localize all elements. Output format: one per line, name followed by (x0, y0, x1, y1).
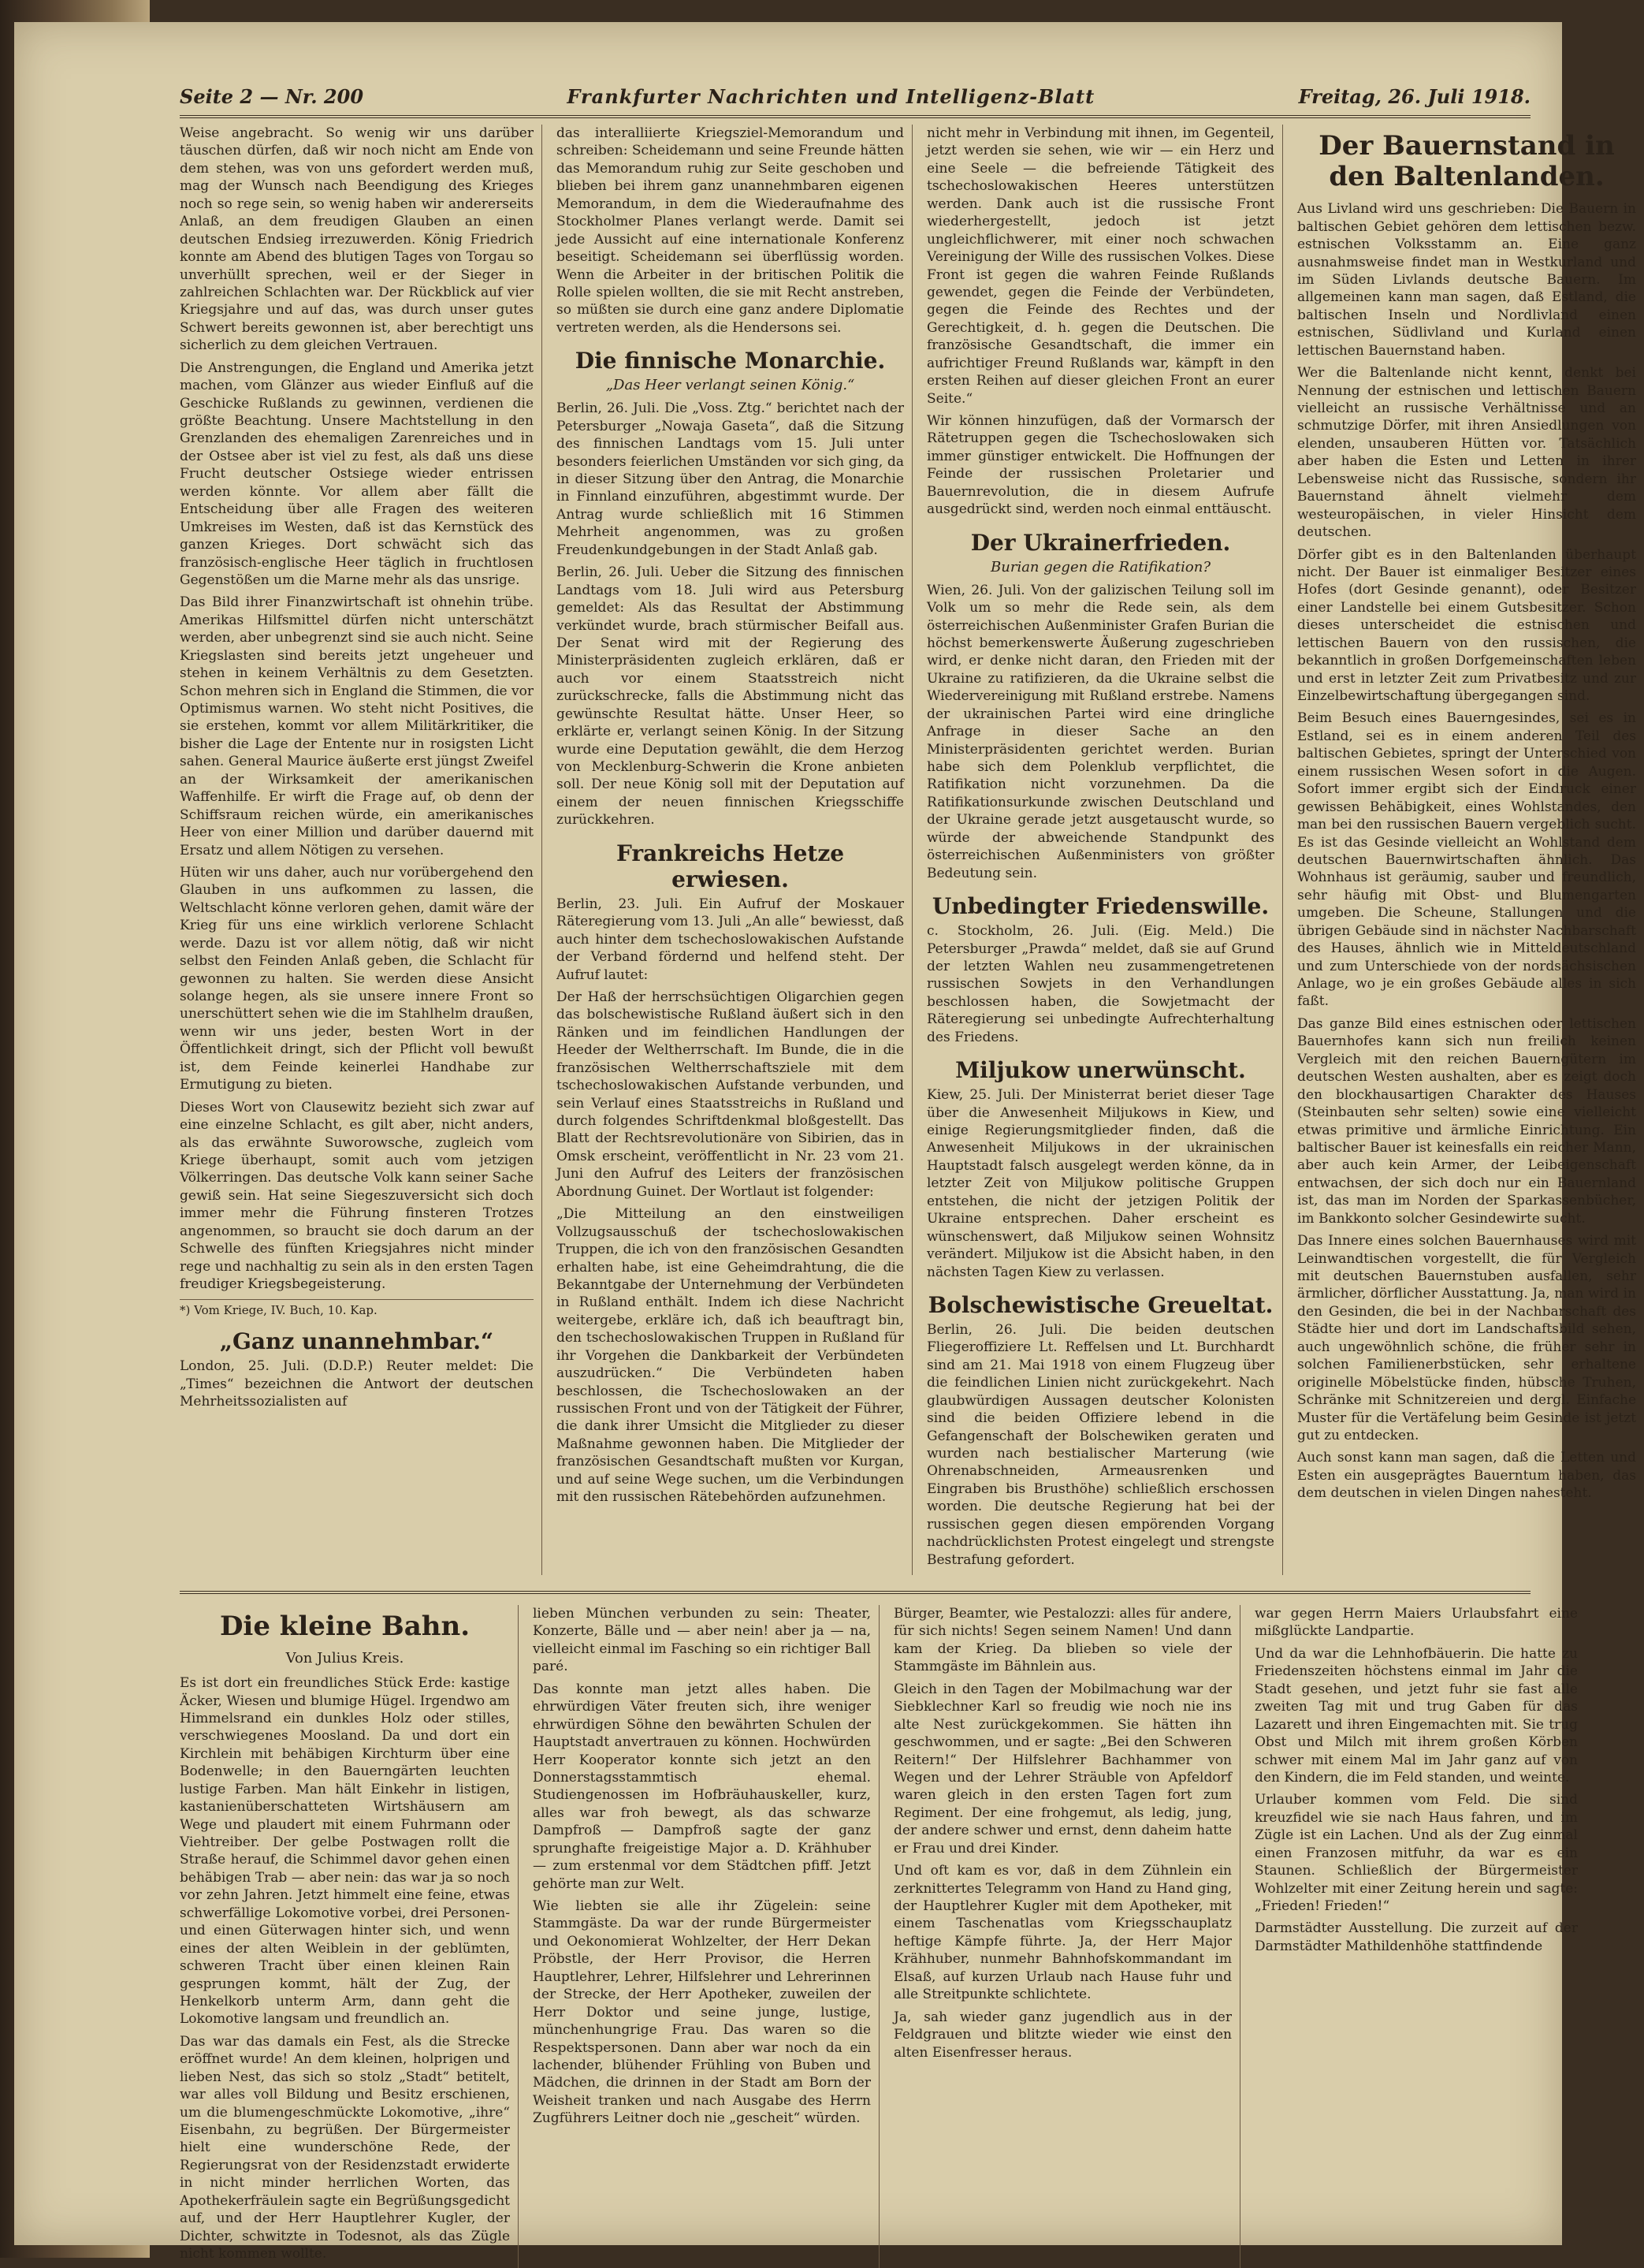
footnote: *) Vom Kriege, IV. Buch, 10. Kap. (180, 1299, 534, 1317)
paragraph: Ja, sah wieder ganz jugendlich aus in der Feldgrauen und blitzte wieder wie einst den alten Eisenfresser heraus. (894, 2009, 1232, 2061)
paragraph: Kiew, 25. Juli. Der Ministerrat beriet dieser Tage über die Anwesenheit Miljukows in Kiew, und einige Regierungsmitglieder finden, daß die Anwesenheit Miljukows in der ukrainischen Hauptstadt falsch ausgelegt werden könne, da in letzter Zeit von Miljukow politische Gruppen entstehen, die nicht der jetzigen Politik der Ukraine entsprechen. Daher erscheint es wünschenswert, daß Miljukow seinen Wohnsitz verändert. Miljukow ist die Absicht haben, in den nächsten Tagen Kiew zu verlassen. (927, 1087, 1274, 1280)
headline-bauernstand: Der Bauernstand in den Baltenlanden. (1319, 130, 1615, 193)
paragraph: Aus Livland wird uns geschrieben: Die Bauern in baltischen Gebiet gehören dem lettischen bezw. estnischen Volksstamm an. Eine ganz ausnahmsweise findet man in Westkurland und im Süden Livlands deutsche Bauern. Im allgemeinen kann man sagen, daß Estland, die baltischen Inseln und Nordlivland einen estnischen, Südlivland und Kurland einen lettischen Bauernstand haben. (1297, 201, 1636, 359)
paragraph: Es ist dort ein freundliches Stück Erde: kastige Äcker, Wiesen und blumige Hügel. Irgendwo am Himmelsrand ein dunkles Holz oder stilles, verschwiegenes Moosland. Da und dort ein Kirchlein mit behäbigen Kirchturm über eine Bodenwelle; in den Bauerngärten leuchten lustige Farben. Man hält Einkehr in listigen, kastanienüberschatteten Wirtshäusern am Wege und plaudert mit einem Fuhrmann oder Viehtreiber. Der gelbe Postwagen rollt die Straße herauf, die Schimmel davor gehen einen behäbigen Trab — aber nein: das war ja so noch vor zehn Jahren. Jetzt himmelt eine feine, etwas schwerfällige Lokomotive vorbei, drei Personen- und einen Güterwagen hinter sich, und wenn eines der alten Weiblein in der geblümten, schweren Tracht über einen kleinen Rain gesprungen kommt, hält der Zug, der Henkelkorb unterm Arm, dann geht die Lokomotive langsam und freundlich an. (180, 1675, 510, 2028)
paragraph: Weise angebracht. So wenig wir uns darüber täuschen dürfen, daß wir noch nicht am Ende von dem stehen, was von uns gefordert werden muß, mag der Wunsch nach Beendigung des Krieges noch so rege sein, so wenig haben wir andererseits Anlaß, an dem freudigen Glauben an einen deutschen Endsieg irrezuwerden. König Friedrich konnte am Abend des blutigen Tages von Torgau so unverhüllt sprechen, weil er der Sieger in zahlreichen Schlachten war. Der Rückblick auf vier Kriegsjahre und auf das, was durch unser gutes Schwert bereits gewonnen ist, aber berechtigt uns sicherlich zu dem gleichen Vertrauen. (180, 125, 534, 354)
paragraph: Dieses Wort von Clausewitz bezieht sich zwar auf eine einzelne Schlacht, es gilt aber, nicht anders, als das erwähnte Suworowsche, zugleich vom Kriege überhaupt, somit auch vom jetzigen Völkerringen. Das deutsche Volk kann seiner Sache gewiß sein. Hat seine Siegeszuversicht sich doch immer mehr die Führung finsteren Trotzes angenommen, so braucht sie doch darum an der Schwelle des fünften Kriegsjahres nicht minder rege und nachhaltig zu sein als in den ersten Tagen freudiger Kriegsbegeisterung. (180, 1099, 534, 1292)
feuilleton-column-1 (180, 1605, 519, 2268)
paragraph: Und da war die Lehnhofbäuerin. Die hatte zu Friedenszeiten höchstens einmal im Jahr die Stadt gesehen, und jetzt fuhr sie fast alle zweiten Tag mit und trug Gaben für das Lazarett und ihren Eingemachten mit. Sie trug Obst und Milch mit ihrem großen Körben schwer mit einem Mal im Jahr ganz auf von den Kindern, die im Feld standen, und weinte. (1255, 1645, 1578, 1786)
column-2 (556, 125, 913, 1575)
headline-kleine-bahn: Die kleine Bahn. (219, 1611, 471, 1642)
feuilleton-column-3 (894, 1605, 1240, 2268)
masthead: Frankfurter Nachrichten und Intelligenz-Blatt (567, 84, 1095, 108)
paragraph: Das konnte man jetzt alles haben. Die ehrwürdigen Väter freuten sich, ihre weniger ehrwürdigen Söhne den bewährten Schulen der Hauptstadt anvertrauen zu können. Hochwürden Herr Kooperator konnte sich jetzt an den Donnerstagsstammtisch ehemal. Studiengenossen im Hofbräuhauskeller, kurz, alles war froh bewegt, als das schwarze Dampfroß — Dampfroß sagte der ganz sprunghafte freigeistige Major a. D. Krähhuber — zum erstenmal vor dem Städtchen pfiff. Jetzt gehörte man zur Welt. (533, 1681, 871, 1892)
feuilleton-column-2 (533, 1605, 880, 2268)
paragraph: Dörfer gibt es in den Baltenlanden überhaupt nicht. Der Bauer ist einmaliger Besitzer eines Hofes (dort Gesinde genannt), oder Besitzer einer Landstelle bei einem Gutsbesitzer. Schon dieses unterscheidet die estnischen und lettischen Bauern von den russischen, die bekanntlich in großen Dorfgemeinschaften leben und erst in letzter Zeit zum Privatbesitz und zur Einzelbewirtschaftung übergegangen sind. (1297, 546, 1636, 704)
issue-date: Freitag, 26. Juli 1918. (1298, 84, 1531, 108)
headline-finnische-monarchie: Die finnische Monarchie. (575, 348, 886, 374)
feuilleton-section (180, 1591, 1578, 2262)
paragraph: Auch sonst kann man sagen, daß die Letten und Esten ein ausgeprägtes Bauerntum haben, das dem deutschen in vielen Dingen nahesteht. (1297, 1450, 1636, 1502)
paragraph: „Die Mitteilung an den einstweiligen Vollzugsausschuß der tschechoslowakischen Truppen, die ich von den französischen Gesandten erhalten habe, ist eine Geheimdrahtung, die die Bekanntgabe der Unternehmung der Verbündeten in Rußland enthält. Indem ich diese Nachricht weitergebe, erkläre ich, daß ich beauftragt bin, den tschechoslowakischen Truppen in Rußland für ihr Vorgehen die Dankbarkeit der Verbündeten auszudrücken.“ Die Verbündeten haben beschlossen, die Tschechoslowaken an der russischen Front und von der Tätigkeit der Führer, die dank ihrer Umsicht die Mitglieder zu dieser Maßnahme gewonnen haben. Die Mitglieder der französischen Gesandtschaft mußten vor Kurgan, und auf seine Wege suchen, um die Verbindungen mit den russischen Rätebehörden aufzunehmen. (556, 1206, 904, 1506)
paragraph: Das ganze Bild eines estnischen oder lettischen Bauernhofes kann sich nun freilich keinen Vergleich mit den reichen Bauerngütern im deutschen Westen aushalten, aber es zeigt doch den blockhausartigen Charakter des Hauses (Steinbauten sehr selten) sowie eine vielleicht etwas primitive und ärmliche Einrichtung. Ein baltischer Bauer ist keinesfalls ein reicher Mann, aber auch kein Armer, der Leibeigenschaft entwachsen, der sich doch nur ein Bauernland ist, das man im Norden der Sparkassenbücher, im Bankkonto solcher Gesindewirte sucht. (1297, 1015, 1636, 1227)
paragraph: Urlauber kommen vom Feld. Die sind kreuzfidel wie sie nach Haus fahren, und im Zügle ist ein Lachen. Und als der Zug einmal einen Franzosen mitfuhr, da war es ein Staunen. Schließlich der Bürgermeister Wohlzelter mit einer Zeitung herein und sagte: „Frieden! Frieden!“ (1255, 1792, 1578, 1914)
feuilleton-column-4 (1255, 1605, 1586, 2268)
paragraph: Berlin, 26. Juli. Ueber die Sitzung des finnischen Landtags vom 18. Juli wird aus Petersburg gemeldet: Als das Resultat der Abstimmung verkündet wurde, brach stürmischer Beifall aus. Der Senat wird mit der Regierung des Ministerpräsidenten zugleich erklären, daß er auch vor einem Staatsstreich nicht zurückschrecke, falls die Abstimmung nicht das gewünschte Resultat hätte. Unser Heer, so erklärte er, verlangt seinen König. In der Sitzung wurde eine Deputation gewählt, die dem Herzog von Mecklenburg-Schwerin die Krone anbieten soll. Der neue König soll mit der Deputation auf einem der neuen finnischen Kriegsschiffe zurückkehren. (556, 564, 904, 829)
subheadline: „Das Heer verlangt seinen König.“ (605, 377, 855, 394)
paragraph: c. Stockholm, 26. Juli. (Eig. Meld.) Die Petersburger „Prawda“ meldet, daß sie auf Grund der letzten Wahlen neu zusammengetretenen russischen Sowjets in den Verhandlungen beschlossen haben, die Sowjetmacht der Räteregierung sei unbedingte Aufrechterhaltung des Friedens. (927, 923, 1274, 1045)
paragraph: Bürger, Beamter, wie Pestalozzi: alles für andere, für sich nichts! Segen seinem Namen! Und dann kam der Krieg. Da blieben so viele der Stammgäste im Bähnlein aus. (894, 1606, 1232, 1675)
paragraph: Beim Besuch eines Bauerngesindes, sei es in Estland, sei es in einem anderen Teil des baltischen Gebietes, springt der Unterschied von einem russischen Wesen sofort in die Augen. Sofort immer ergibt sich der Eindruck einer gewissen Behäbigkeit, eines Wohlstandes, den man bei den russischen Bauern vergeblich sucht. Es ist das Gesinde vielleicht an Wohlstand dem deutschen Bauernwirtschaften ähnlich. Das Wohnhaus ist geräumig, sauber und freundlich, sehr häufig mit Obst- und Blumengarten umgeben. Die Scheune, Stallungen und die übrigen Gebäude sind in nächster Nachbarschaft des Hauses, ähnlich wie in Mitteldeutschland und zum Unterschiede von der nordsächsischen Anlage, wo je ein großes Gebäude alles in sich faßt. (1297, 710, 1636, 1010)
headline-frankreichs-hetze: Frankreichs Hetze erwiesen. (616, 840, 845, 892)
paragraph: London, 25. Juli. (D.D.P.) Reuter meldet: Die „Times“ bezeichnen die Antwort der deutschen Mehrheitssozialisten auf (180, 1358, 534, 1410)
paragraph: nicht mehr in Verbindung mit ihnen, im Gegenteil, jetzt werden sie sehen, wie wir — ein Herz und eine Seele — die befreiende Tätigkeit des tschechoslowakischen Heeres unterstützen werden. Dank auch ist die russische Front wiederhergestellt, jedoch ist jetzt ungleichflichwerer, mit einer noch schwachen Vereinigung der Wille des russischen Volkes. Diese Front ist gegen die wahren Feinde Rußlands gewendet, gegen die Feinde der Verbündeten, gegen die Feinde des Rechtes und der Gerechtigkeit, d. h. gegen die Deutschen. Die französische Gesandtschaft, die immer ein aufrichtiger Freund Rußlands war, kämpft in den ersten Reihen auf dieser gleichen Front an eurer Seite.“ (927, 125, 1274, 407)
headline-ukrainerfrieden: Der Ukrainerfrieden. (970, 529, 1231, 556)
paragraph: Darmstädter Ausstellung. Die zurzeit auf der Darmstädter Mathildenhöhe stattfindende (1255, 1920, 1578, 1954)
paragraph: Gleich in den Tagen der Mobilmachung war der Siebklechner Karl so freudig wie noch nie ins alte Nest zurückgekommen. Sie hätten ihn geschwommen, und er sagte: „Bei den Schweren Reitern!“ Der Hilfslehrer Bachhammer von Wegen und der Lehrer Sträuble von Apfeldorf waren gleich in den ersten Tagen fort zum Regiment. Der eine frohgemut, als ledig, jung, der andere schwer und ernst, denn daheim hatte er Frau und drei Kinder. (894, 1681, 1232, 1856)
headline-ganz-unannehmbar: „Ganz unannehmbar.“ (219, 1328, 494, 1355)
paragraph: Das Bild ihrer Finanzwirtschaft ist ohnehin trübe. Amerikas Hilfsmittel dürfen nicht unterschätzt werden, aber unbegrenzt sind sie auch nicht. Seine Kriegslasten sind bereits jetzt ungeheuer und stehen in keinem Verhältnis zu dem Gesetzten. Schon mehren sich in England die Stimmen, die vor Optimismus warnen. Wo steht nicht Positives, die sie erstehen, kommt vor allem Militärkritiker, die bisher die Lage der Entente nur in rosigsten Licht sahen. General Maurice äußerte erst jüngst Zweifel an der Wirksamkeit der amerikanischen Waffenhilfe. Er wirft die Frage auf, ob denn der Schiffsraum reichen würde, ein amerikanisches Heer von einer Million und darüber dauernd mit Ersatz und allem Nötigen zu versehen. (180, 594, 534, 858)
column-1 (180, 125, 542, 1575)
page-header (180, 77, 1531, 118)
paragraph: Und oft kam es vor, daß in dem Zühnlein ein zerknittertes Telegramm von Hand zu Hand ging, der Hauptlehrer Kugler mit dem Apotheker, mit einem Taschenatlas vom Kriegsschauplatz heftige Kämpfe führte. Ja, der Herr Major Krähhuber, nunmehr Bahnhofskommandant im Elsaß, auf kurzen Urlaub nach Hause fuhr und alle Streitpunkte schlichtete. (894, 1863, 1232, 2003)
column-3 (927, 125, 1283, 1575)
paragraph: Berlin, 26. Juli. Die beiden deutschen Fliegeroffiziere Lt. Reffelsen und Lt. Burchhardt sind am 21. Mai 1918 von einem Flugzeug über die feindlichen Linien nicht zurückgekehrt. Nach glaubwürdigen Aussagen deutscher Kolonisten sind die beiden Offiziere lebend in die Gefangenschaft der Bolschewiken geraten und wurden nach bestialischer Marterung (wie Ohrenabschneiden, Armeausrenken und Eingraben bis Brusthöhe) schließlich erschossen worden. Die deutsche Regierung hat bei der russischen gegen diesen empörenden Vorgang nachdrücklichsten Protest eingelegt und strengste Bestrafung gefordert. (927, 1321, 1274, 1568)
paragraph: das interalliierte Kriegsziel-Memorandum und schreiben: Scheidemann und seine Freunde hätten das Memorandum ruhig zur Seite geschoben und blieben bei ihrem ganz unannehmbaren eigenen Memorandum, in dem die Wiederaufnahme des Stockholmer Planes verlangt werde. Damit sei jede Aussicht auf eine internationale Konferenz beseitigt. Scheidemann sei überflüssig worden. Wenn die Arbeiter in der britischen Politik die Rolle spielen wollten, die sie mit Recht anstreben, so müßten sie durch eine ganz andere Diplomatie vertreten werden, als die Hendersons sei. (556, 125, 904, 336)
paragraph: Wien, 26. Juli. Von der galizischen Teilung soll im Volk um so mehr die Rede sein, als dem österreichischen Außenminister Grafen Burian die höchst bemerkenswerte Äußerung zugeschrieben wird, er denke nicht daran, den Frieden mit der Ukraine zu ratifizieren, da die Ukraine selbst die Wiedervereinigung mit Rußland erstrebe. Namens der ukrainischen Partei wird eine dringliche Anfrage in dieser Sache an den Ministerpräsidenten gerichtet werden. Burian habe sich dem Polenklub verpflichtet, die Ratifikation nicht vorzunehmen. Da die Ratifikationsurkunde zwischen Deutschland und der Ukraine gerade jetzt ausgetauscht wurde, so würde der abweichende Standpunkt des österreichischen Außenministers von größter Bedeutung sein. (927, 582, 1274, 881)
paragraph: Die Anstrengungen, die England und Amerika jetzt machen, vom Glänzer aus wieder Einfluß auf die Geschicke Rußlands zu gewinnen, verdienen die größte Beachtung. Unsere Machtstellung in den Grenzlanden des ehemaligen Zarenreiches und in der Ostsee aber ist viel zu fest, als daß uns diese Frucht deutscher Ostsiege wieder entrissen werden könnte. Vor allem aber fällt die Entscheidung über alle Fragen des weiteren Umkreises im Westen, daß ist das Kernstück des ganzen Krieges. Dort schwächt sich das französisch-englische Heer täglich in fruchtlosen Gegenstößen um die Marne mehr als das unsrige. (180, 359, 534, 588)
subheadline: Burian gegen die Ratifikation? (991, 558, 1211, 575)
page-number: Seite 2 — Nr. 200 (180, 84, 364, 108)
paragraph: Der Haß der herrschsüchtigen Oligarchien gegen das bolschewistische Rußland äußert sich in den Ränken und im feindlichen Handlungen der Heeder der Weltherrschaft. Im Bunde, die in die französischen Weltherrschaftsziele mit dem tschechoslowakischen Aufstande verbunden, und sein Verlauf eines Staatsstreichs in Rußland und durch folgendes Schriftdenkmal bloßgestellt. Das Blatt der Rechtsrevolutionäre von Sibirien, das in Omsk erscheint, veröffentlicht in Nr. 23 vom 21. Juni den Aufruf des Leiters der französischen Abordnung Guinet. Der Wortlaut ist folgender: (556, 989, 904, 1200)
paragraph: lieben München verbunden zu sein: Theater, Konzerte, Bälle und — aber nein! aber ja — na, vielleicht einmal im Fasching so ein richtiger Ball paré. (533, 1606, 871, 1675)
paragraph: Berlin, 23. Juli. Ein Aufruf der Moskauer Räteregierung vom 13. Juli „An alle“ bewiesst, daß auch hinter dem tschechoslowakischen Aufstande der Verband fördernd und helfend steht. Der Aufruf lautet: (556, 896, 904, 983)
paragraph: war gegen Herrn Maiers Urlaubsfahrt eine mißglückte Landpartie. (1255, 1606, 1578, 1640)
paragraph: Wir können hinzufügen, daß der Vormarsch der Rätetruppen gegen die Tschechoslowaken sich immer günstiger entwickelt. Die Hoffnungen der Feinde der russischen Proletarier und Bauernrevolution, die in diesem Aufrufe ausgedrückt sind, werden noch einmal enttäuscht. (927, 413, 1274, 518)
headline-greueltat: Bolschewistische Greueltat. (928, 1291, 1274, 1318)
paragraph: Wer die Baltenlande nicht kennt, denkt bei Nennung der estnischen und lettischen Bauern vielleicht an russische Verhältnisse und an schmutzige Dörfer, mit ihren Ansiedlungen von elenden, unsauberen Hütten vor. Tatsächlich aber haben die Esten und Letten in ihrer Lebensweise nicht das Russische, sondern ihr Bauernstand ähnelt vielmehr dem westeuropäischen, in vieler Hinsicht dem deutschen. (1297, 365, 1636, 541)
headline-miljukow: Miljukow unerwünscht. (955, 1057, 1246, 1084)
paragraph: Hüten wir uns daher, auch nur vorübergehend den Glauben in uns aufkommen zu lassen, die Weltschlacht könne verloren gehen, damit wäre der Krieg für uns eine wirklich verlorene Schlacht werde. Dazu ist vor allem nötig, daß wir nicht selbst den Feinden Anlaß geben, die Schlacht für gewonnen zu halten. Sie werden diese Ansicht solange hegen, als sie unsere innere Front so unerschüttert sehen wie die im Stahlhelm draußen, wenn wir uns jeder, besten Wort in der Öffentlichkeit dringt, sich der Pflicht voll bewußt ist, dem Feinde keinerlei Handhabe zur Ermutigung zu bieten. (180, 864, 534, 1093)
paragraph: Das war das damals ein Fest, als die Strecke eröffnet wurde! An dem kleinen, holprigen und lieben Nest, das sich so stolz „Stadt“ betitelt, war alles voll Bildung und Besitz erschienen, um die blumengeschmückte Lokomotive, „ihre“ Eisenbahn, zu begrüßen. Der Bürgermeister hielt eine wunderschöne Rede, der Regierungsrat von der Residenzstadt erwiderte in nicht minder herrlichen Worten, das Apothekerfräulein sagte ein Begrüßungsgedicht auf, und der Herr Hauptlehrer Kugler, der Dichter, schwitzte in Todesnot, als das Zügle nicht kommen wollte. (180, 2033, 510, 2262)
column-4 (1297, 125, 1644, 1575)
headline-friedenswille: Unbedingter Friedenswille. (932, 893, 1270, 920)
paragraph: Berlin, 26. Juli. Die „Voss. Ztg.“ berichtet nach der Petersburger „Nowaja Gaseta“, daß die Sitzung des finnischen Landtags vom 15. Juli unter besonders feierlichen Umständen vor sich ging, da in dieser Sitzung über den Antrag, die Monarchie in Finnland einzuführen, abgestimmt wurde. Der Antrag wurde schließlich mit 16 Stimmen Mehrheit angenommen, was zu großen Freudenkundgebungen in der Stadt Anlaß gab. (556, 400, 904, 558)
upper-columns (180, 125, 1636, 1575)
paragraph: Wie liebten sie alle ihr Zügelein: seine Stammgäste. Da war der runde Bürgermeister und Oekonomierat Wohlzelter, der Herr Dekan Pröbstle, der Herr Provisor, die Herren Hauptlehrer, Lehrer, Hilfslehrer und Lehrerinnen der Strecke, der Herr Apotheker, zuweilen der Herr Doktor und seine junge, lustige, münchenhungrige Frau. Das waren so die Respektspersonen. Dann aber war noch da ein lachender, blühender Frühling von Buben und Mädchen, die drinnen in der Stadt am Born der Weisheit tranken und nach Ausgabe des Herrn Zugführers Leitner doch nie „gescheit“ würden. (533, 1898, 871, 2127)
newspaper-page (14, 22, 1636, 2262)
paragraph: Das Innere eines solchen Bauernhauses wird mit Leinwandtischen vorgestellt, die für Vergleich mit deutschen Bauernstuben ausfallen, sehr ärmlicher, dörflicher Ausstattung. Ja, man wird in den Gesinden, die bei in der Nachbarschaft des Städte hier und dort im Landschaftsbild sehen, auch ungewöhnlich schöne, die früher sehr in solchen Familienerbstücken, sehr erhaltene originelle Möbelstücke finden, hübsche Truhen, Schränke mit Schnitzereien und dergl. Einfache Muster für die Vertäfelung beim Gesinde ist jetzt gut zu entdecken. (1297, 1233, 1636, 1443)
author-line: Von Julius Kreis. (285, 1650, 404, 1667)
